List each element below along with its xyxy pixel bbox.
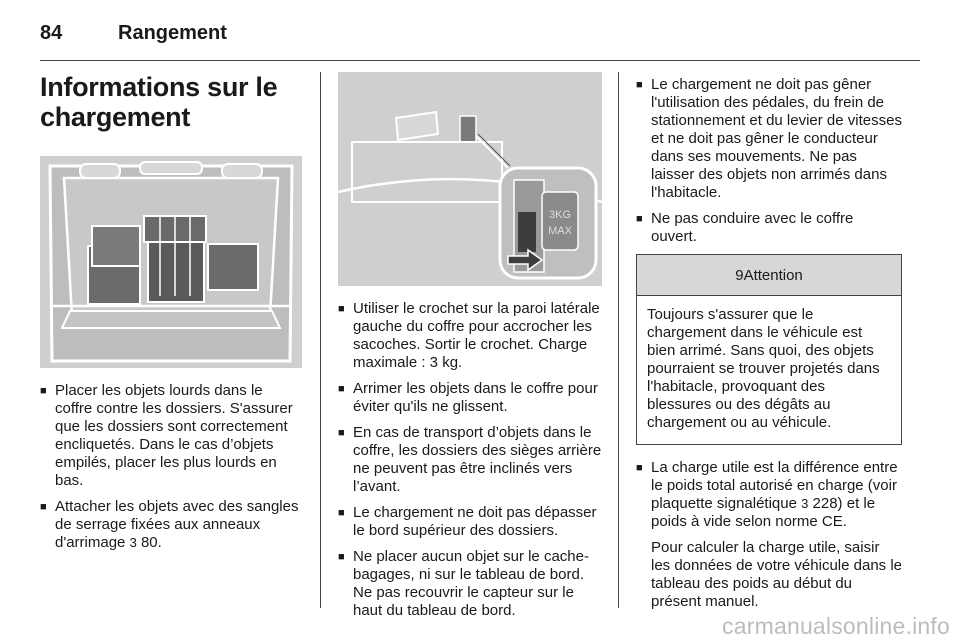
header-rule bbox=[40, 60, 920, 61]
bullet-icon: ■ bbox=[338, 507, 345, 519]
page-number: 84 bbox=[40, 22, 63, 44]
trunk-loading-figure bbox=[40, 156, 302, 368]
attention-box bbox=[636, 254, 902, 445]
column-1 bbox=[40, 72, 302, 560]
hook-label-line1: 3KG bbox=[548, 209, 572, 221]
list-item bbox=[338, 380, 602, 416]
bullet-list bbox=[636, 459, 902, 611]
list-item-text: Attacher les objets avec des sangles de serrage fixées aux anneaux d'arrimage bbox=[55, 498, 299, 551]
trunk-loading-illustration bbox=[40, 156, 302, 368]
list-item bbox=[338, 300, 602, 372]
bullet-icon: ■ bbox=[636, 213, 643, 225]
bullet-list bbox=[40, 382, 302, 552]
bullet-icon: ■ bbox=[338, 427, 345, 439]
bullet-list bbox=[338, 300, 602, 620]
list-item-text: Le chargement ne doit pas dépasser le bord supérieur des dossiers. bbox=[353, 504, 597, 539]
list-item-text: Placer les objets lourds dans le coffre contre les dossiers. S'assurer que les dossiers sont correctement encliquetés. Dans le cas d’objets empilés, placer les plus lourds en bas. bbox=[55, 382, 293, 489]
paragraph: Pour calculer la charge utile, saisir les données de votre véhicule dans le tableau des poids au début du présent manuel. bbox=[651, 539, 903, 610]
column-divider bbox=[320, 72, 321, 608]
page-title: Informations sur le chargement bbox=[40, 72, 278, 132]
bullet-icon: ■ bbox=[40, 385, 47, 397]
page-reference[interactable]: 228) bbox=[812, 495, 843, 512]
hook-figure bbox=[338, 72, 602, 286]
list-item-text: Ne pas conduire avec le coffre ouvert. bbox=[651, 210, 854, 245]
bullet-icon: ■ bbox=[636, 462, 643, 474]
attention-label: Attention bbox=[743, 266, 803, 284]
hook-label-line2: MAX bbox=[548, 225, 572, 237]
page-reference-icon: 3 bbox=[129, 535, 137, 550]
list-item-text: Ne placer aucun objet sur le cache-bagages, ni sur le tableau de bord. Ne pas recouvrir le capteur sur le haut du tableau de bord. bbox=[353, 548, 589, 619]
column-3 bbox=[636, 72, 902, 619]
warning-icon: 9 bbox=[735, 266, 744, 284]
list-item bbox=[338, 424, 602, 496]
list-item-text: La charge utile est la différence entre le poids total autorisé en charge (voir plaquette signalétique bbox=[651, 459, 898, 512]
column-divider bbox=[618, 72, 619, 608]
page-header bbox=[40, 18, 920, 62]
side-hook-illustration bbox=[338, 72, 602, 286]
bullet-list bbox=[636, 76, 902, 246]
list-item-text: En cas de transport d’objets dans le coffre, les dossiers des sièges arrière ne peuvent pas être inclinés vers l’avant. bbox=[353, 424, 602, 495]
page-reference[interactable]: 80. bbox=[140, 534, 162, 551]
bullet-icon: ■ bbox=[338, 551, 345, 563]
list-item bbox=[636, 210, 902, 246]
bullet-icon: ■ bbox=[636, 79, 643, 91]
list-item-text-tail: et le poids à vide selon norme CE. bbox=[651, 495, 876, 530]
list-item bbox=[338, 548, 602, 620]
watermark: carmanualsonline.info bbox=[722, 613, 950, 639]
bullet-icon: ■ bbox=[338, 383, 345, 395]
attention-header bbox=[637, 255, 901, 296]
column-2 bbox=[338, 72, 602, 628]
list-item bbox=[636, 459, 902, 611]
attention-body: Toujours s'assurer que le chargement dans le véhicule est bien arrimé. Sans quoi, des objets pourraient se trouver projetés dans l'habitacle, provoquant des blessures ou des dégâts au chargement ou au véhicule. bbox=[647, 306, 880, 431]
list-item-text: Arrimer les objets dans le coffre pour éviter qu'ils ne glissent. bbox=[353, 380, 598, 415]
list-item-text: Utiliser le crochet sur la paroi latérale gauche du coffre pour accrocher les sacoches. Sortir le crochet. Charge maximale : 3 kg. bbox=[353, 300, 600, 371]
bullet-icon: ■ bbox=[338, 303, 345, 315]
page-reference-icon: 3 bbox=[801, 496, 809, 511]
bullet-icon: ■ bbox=[40, 501, 47, 513]
list-item bbox=[338, 504, 602, 540]
list-item bbox=[40, 382, 302, 490]
list-item bbox=[636, 76, 902, 202]
section-title: Rangement bbox=[118, 22, 227, 44]
list-item-text: Le chargement ne doit pas gêner l'utilisation des pédales, du frein de stationnement et du levier de vitesses et ne doit pas gêner le conducteur dans ses mouvements. Ne pas laisser des objets non arrimés dans l'habitacle. bbox=[651, 76, 902, 201]
list-item bbox=[40, 498, 302, 552]
